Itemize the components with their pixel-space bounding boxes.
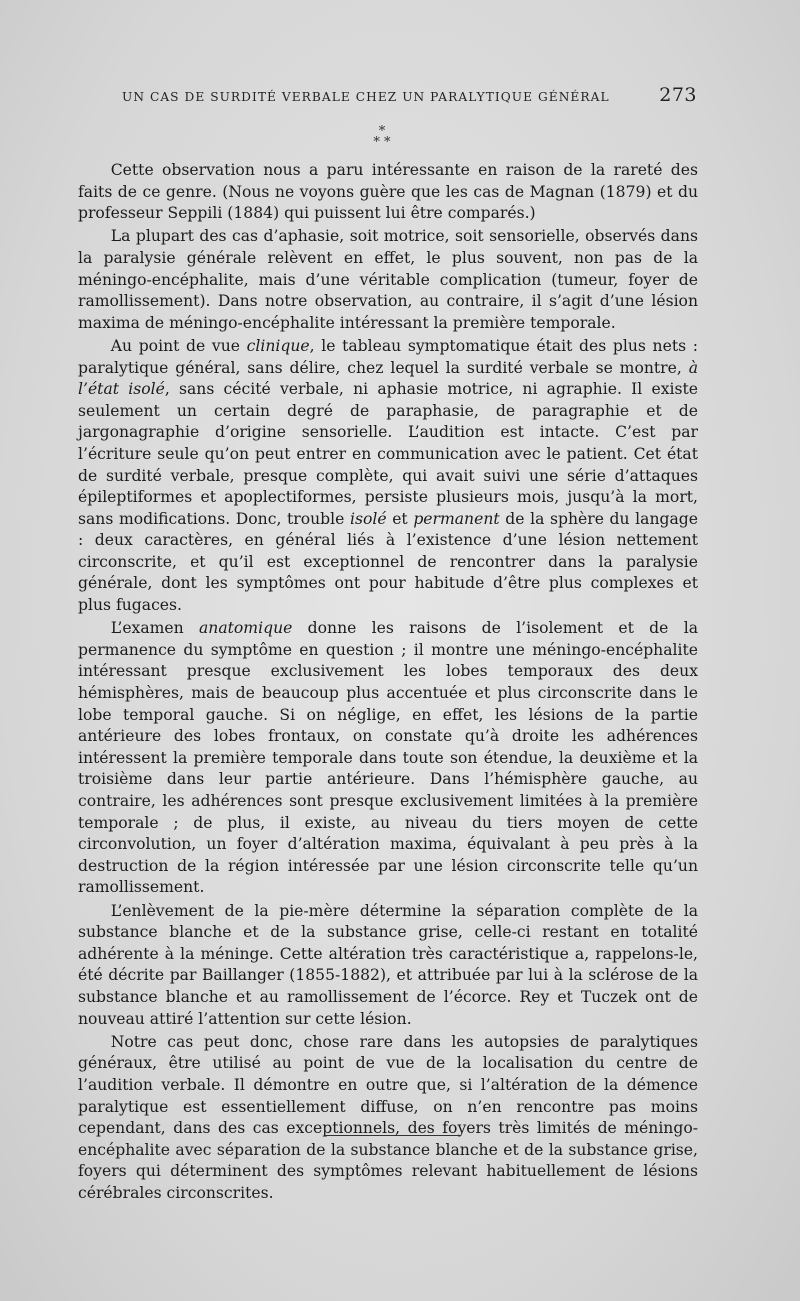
paragraph-2: La plupart des cas d’aphasie, soit motrice, soit sensorielle, observés dans la paralysie générale relèvent en effet, le plus souvent, non pas de la méningo-encéphalite, mais d’une véritable complication (tumeur, foyer de ramollissement). Dans notre observation, au contraire, il s’agit d’une lésion maxima de méningo-encéphalite intéressant la première temporale.: [78, 227, 698, 332]
paragraph-3-text-b: , le tableau symptomatique était des plus nets : paralytique général, sans délire, chez lequel la surdité verbale se montre,: [78, 336, 698, 377]
paragraph-1: Cette observation nous a paru intéressante en raison de la rareté des faits de ce genre. (Nous ne voyons guère que les cas de Magnan (1879) et du professeur Seppili (1884) qui puissent lui être comparés.): [78, 161, 698, 223]
paragraph-5: L’enlèvement de la pie-mère détermine la séparation complète de la substance blanche et de la substance grise, celle-ci restant en totalité adhérente à la méninge. Cette altération très caractéristique a, rappelons-le, été décrite par Baillanger (1855-1882), et attribuée par lui à la sclérose de la substance blanche et au ramollissement de l’écorce. Rey et Tuczek ont de nouveau attiré l’attention sur cette lésion.: [78, 901, 698, 1028]
asterism-bottom: * *: [373, 135, 391, 150]
paragraph-4-text-a: L’examen: [110, 619, 200, 638]
body-text: [78, 160, 698, 1206]
paragraph-4-text-b: donne les raisons de l’isolement et de la permanence du symptôme en question ; il montre une méningo-encéphalite intéressant presque exclusivement les lobes temporaux des deux hémisphères, mais de beaucoup plus accentuée et plus circonscrite dans le lobe temporal gauche. Si on néglige, en effet, les lésions de la partie antérieure des lobes frontaux, on constate qu’à droite les adhérences intéressent la première temporale dans toute son étendue, la deuxième et la troisième dans leur partie antérieure. Dans l’hémisphère gauche, au contraire, les adhérences sont presque exclusivement limitées à la première temporale ; de plus, il existe, au niveau du tiers moyen de cette circonvolution, un foyer d’altération maxima, équivalant à peu près à la destruction de la région intéressée par une lésion circonscrite telle qu’un ramollissement.: [78, 619, 698, 897]
paragraph-3-text-a: Au point de vue: [110, 336, 247, 355]
paragraph-3-text-e: de la sphère du langage : deux caractères, en général liés à l’existence d’une lésion nettement circonscrite, et qu’il est exceptionnel de rencontrer dans la paralysie générale, dont les symptômes ont pour habitude d’être plus complexes et plus fugaces.: [78, 509, 698, 615]
paragraph-4: [78, 618, 698, 899]
italic-etat-isole: à l’état isolé: [78, 358, 698, 399]
end-rule: [325, 1135, 461, 1136]
italic-clinique: clinique: [246, 336, 310, 355]
asterism-separator: [360, 126, 404, 148]
paragraph-3-text-d: et: [386, 509, 414, 528]
italic-permanent: permanent: [413, 509, 500, 528]
paragraph-3: [78, 336, 698, 617]
page-number: 273: [659, 84, 697, 106]
paragraph-3-text-c: , sans cécité verbale, ni aphasie motrice, ni agraphie. Il existe seulement un certain degré de paraphasie, de paragraphie et de jargonagraphie d’origine sensorielle. L’audition est intacte. C’est par l’écriture seule qu’on peut entrer en communication avec le patient. Cet état de surdité verbale, presque complète, qui avait suivi une série d’attaques épileptiformes et apoplectiformes, persiste plusieurs mois, jusqu’à la mort, sans modifications. Donc, trouble: [78, 380, 698, 528]
paragraph-6: Notre cas peut donc, chose rare dans les autopsies de paralytiques généraux, être utilisé au point de vue de la localisation du centre de l’audition verbale. Il démontre en outre que, si l’altération de la démence paralytique est essentiellement diffuse, on n’en rencontre pas moins cependant, dans des cas exceptionnels, des foyers très limités de méningo-encéphalite avec séparation de la substance blanche et de la substance grise, foyers qui déterminent des symptômes relevant habituellement de lésions cérébrales circonscrites.: [78, 1032, 698, 1202]
asterism-top: *: [378, 124, 386, 139]
running-head: [122, 84, 697, 108]
italic-anatomique: anatomique: [199, 619, 293, 638]
running-title: UN CAS DE SURDITÉ VERBALE CHEZ UN PARALYTIQUE GÉNÉRAL: [122, 90, 610, 104]
italic-isole: isolé: [350, 509, 387, 528]
